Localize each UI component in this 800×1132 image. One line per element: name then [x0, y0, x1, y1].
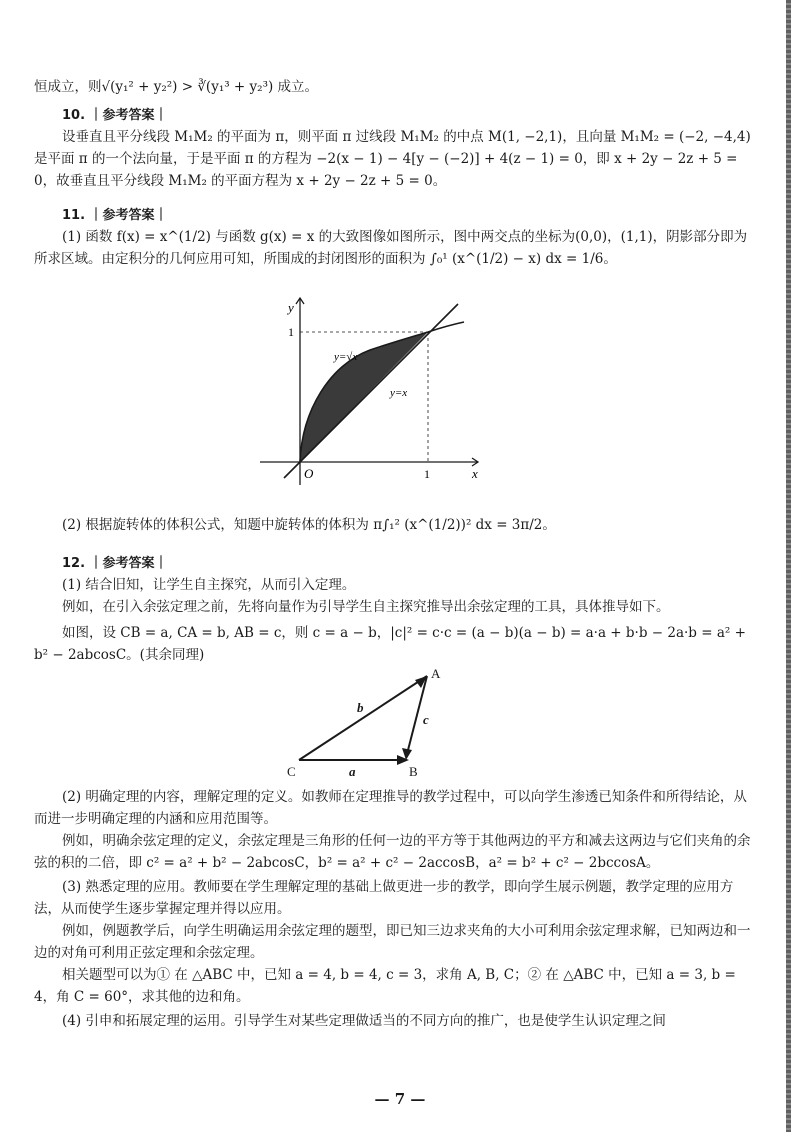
x-axis-label: x: [472, 466, 478, 481]
identity-line: [284, 304, 458, 478]
continuation-line: 恒成立，则√(y₁² + y₂²) > ∛(y₁³ + y₂³) 成立。: [34, 79, 319, 95]
vector-triangle: [285, 662, 455, 782]
vertex-b-label: B: [409, 764, 418, 779]
y-axis-label: y: [288, 300, 294, 315]
answer-12-step4: (4) 引申和拓展定理的运用。引导学生对某些定理做适当的不同方向的推广，也是使学生认识定理之间: [62, 1013, 666, 1029]
answer-10-text: 设垂直且平分线段 M₁M₂ 的平面为 π，则平面 π 过线段 M₁M₂ 的中点 M(1, −2,1)，且向量 M₁M₂ = (−2, −4,4) 是平面 π 的一个法向量，于是平面 π 的方程为 −2(x − 1) − 4[y − (−2)] + 4(z − 1) = 0，即 x + 2y − 2z + 5 = 0，故垂直且平分线段 M₁M₂ 的平面方程为 x + 2y − 2z + 5 = 0。: [34, 129, 751, 189]
scan-edge-bar: [786, 0, 791, 1132]
answer-11-part1: (1) 函数 f(x) = x^(1/2) 与函数 g(x) = x 的大致图像如图所示，图中两交点的坐标为(0,0)，(1,1)，阴影部分即为所求区域。由定积分的几何应用可知，所围成的封闭图形的面积为 ∫₀¹ (x^(1/2) − x) dx = 1/6。: [34, 229, 748, 267]
answer-12-derivation: 如图，设 CB = a, CA = b, AB = c，则 c = a − b，|c|² = c·c = (a − b)(a − b) = a·a + b·b − 2a·b = a² + b² − 2abcosC。(其余同理): [34, 625, 746, 663]
page-number: — 7 —: [374, 1090, 426, 1108]
side-a-label: a: [349, 764, 356, 779]
y-tick-label: 1: [288, 325, 294, 339]
answer-12-example1: 例如，在引入余弦定理之前，先将向量作为引导学生自主探究推导出余弦定理的工具，具体推导如下。: [62, 599, 670, 615]
origin-label: O: [304, 466, 314, 481]
answer-12-example2: 例如，明确余弦定理的定义，余弦定理是三角形的任何一边的平方等于其他两边的平方和减去这两边与它们夹角的余弦的积的二倍，即 c² = a² + b² − 2abcosC，b² = a² + c² − 2accosB，a² = b² + c² − 2bccosA。: [34, 833, 751, 871]
answer-12-exercises: 相关题型可以为① 在 △ABC 中，已知 a = 4, b = 4, c = 3，求角 A, B, C；② 在 △ABC 中，已知 a = 3, b = 4，角 C = 60°，求其他的边和角。: [34, 967, 736, 1005]
side-c-label: c: [423, 712, 429, 727]
side-b-label: b: [357, 700, 364, 715]
answer-12-step3: (3) 熟悉定理的应用。教师要在学生理解定理的基础上做更进一步的教学，即向学生展示例题，教学定理的应用方法，从而使学生逐步掌握定理并得以应用。: [34, 879, 734, 917]
vertex-c-label: C: [287, 764, 296, 779]
answer-heading-11: 11. ｜参考答案｜: [62, 208, 168, 223]
answer-12-example3: 例如，例题教学后，向学生明确运用余弦定理的题型，即已知三边求夹角的大小可利用余弦定理求解，已知两边和一边的对角可利用正弦定理和余弦定理。: [34, 923, 751, 961]
answer-12-step2: (2) 明确定理的内容，理解定理的定义。如教师在定理推导的教学过程中，可以向学生渗透已知条件和所得结论，从而进一步明确定理的内涵和应用范围等。: [34, 789, 747, 827]
answer-heading-12: 12. ｜参考答案｜: [62, 556, 168, 571]
x-tick-label: 1: [424, 467, 430, 481]
line-label: y=x: [390, 387, 408, 399]
answer-12-step1: (1) 结合旧知，让学生自主探究，从而引入定理。: [62, 577, 356, 593]
answer-heading-10: 10. ｜参考答案｜: [62, 108, 168, 123]
area-graph: [250, 290, 490, 490]
curve-label: y=√x: [334, 351, 358, 363]
vertex-a-label: A: [431, 666, 441, 681]
answer-11-part2: (2) 根据旋转体的体积公式，知题中旋转体的体积为 π∫₁² (x^(1/2))² dx = 3π/2。: [62, 517, 556, 533]
